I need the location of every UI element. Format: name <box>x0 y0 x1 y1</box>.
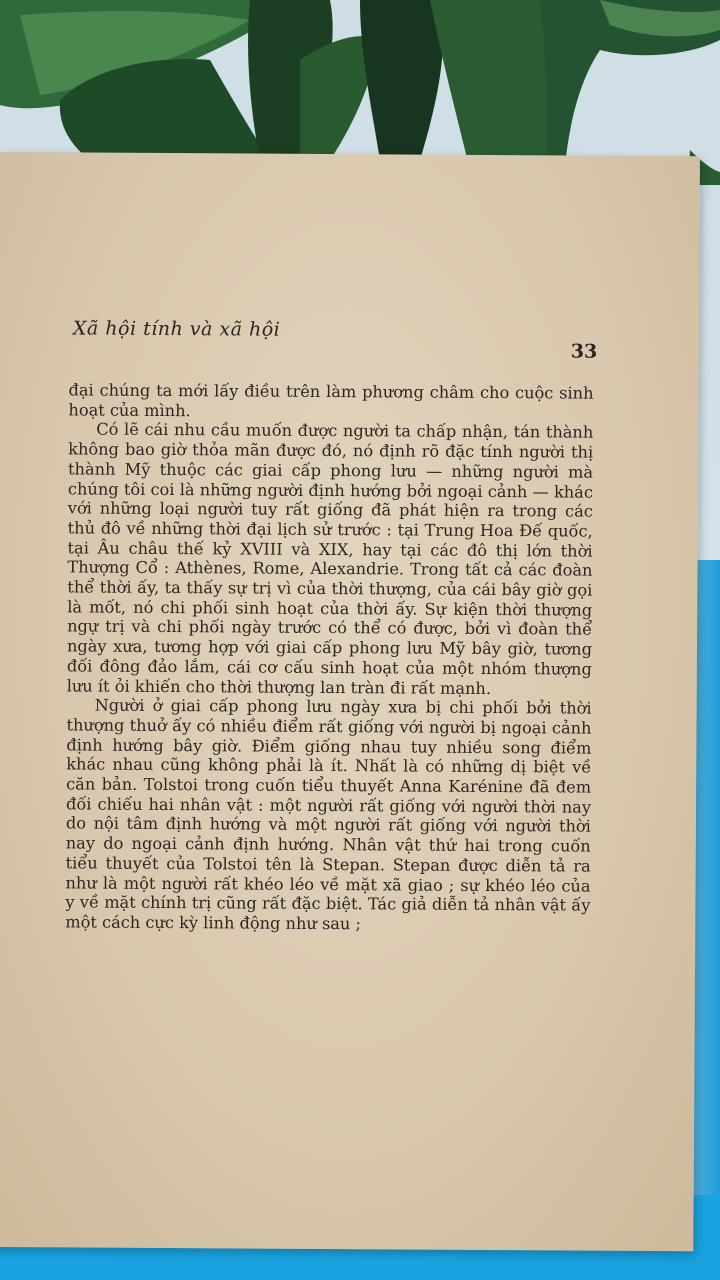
book-page <box>0 152 700 1251</box>
paragraph: Có lẽ cái nhu cầu muốn được người ta chấp nhận, tán thành không bao giờ thỏa mãn được đó, nó định rõ đặc tính người thị thành Mỹ thuộc các giai cấp phong lưu — những người mà chúng tôi coi là những người định hướng bởi ngoại cảnh — khác với những loại người tuy rất giống đã phát hiện ra trong các thủ đô về những thời đại lịch sử trước : tại Trung Hoa Đế quốc, tại Âu châu thế kỷ XVIII và XIX, hay tại các đô thị lớn thời Thượng Cổ : Athènes, Rome, Alexandrie. Trong tất cả các đoàn thể thời ấy, ta thấy sự trị vì của thời thượng, của cái bây giờ gọi là mốt, nó chi phối sinh hoạt của thời ấy. Sự kiện thời thượng ngự trị và chi phối ngày trước có thể có được, bởi vì đoàn thể ngày xưa, tương hợp với giai cấp phong lưu Mỹ bây giờ, tương đối đông đảo lắm, cái cơ cấu sinh hoạt của một nhóm thượng lưu ít ỏi khiến cho thời thượng lan tràn đi rất mạnh. <box>66 419 594 698</box>
page-number: 33 <box>570 340 598 363</box>
paragraph: Người ở giai cấp phong lưu ngày xưa bị chi phối bởi thời thượng thuở ấy có nhiều điểm rất giống với người bị ngoại cảnh định hướng bây giờ. Điểm giống nhau tuy nhiều song điểm khác nhau cũng không phải là ít. Nhất là có những dị biệt về căn bản. Tolstoi trong cuốn tiểu thuyết Anna Karénine đã đem đối chiếu hai nhân vật : một người rất giống với người thời nay do nội tâm định hướng và một người rất giống với người thời nay do ngoại cảnh định hướng. Nhân vật thứ hai trong cuốn tiểu thuyết của Tolstoi tên là Stepan. Stepan được diễn tả ra như là một người rất khéo léo về mặt xã giao ; sự khéo léo của y về mặt chính trị cũng rất đặc biệt. Tác giả diễn tả nhân vật ấy một cách cực kỳ linh động như sau ; <box>65 695 592 934</box>
paragraph: đại chúng ta mới lấy điều trên làm phương châm cho cuộc sinh hoạt của mình. <box>68 380 594 420</box>
page-body <box>65 380 593 935</box>
running-head: Xã hội tính và xã hội <box>72 317 281 341</box>
